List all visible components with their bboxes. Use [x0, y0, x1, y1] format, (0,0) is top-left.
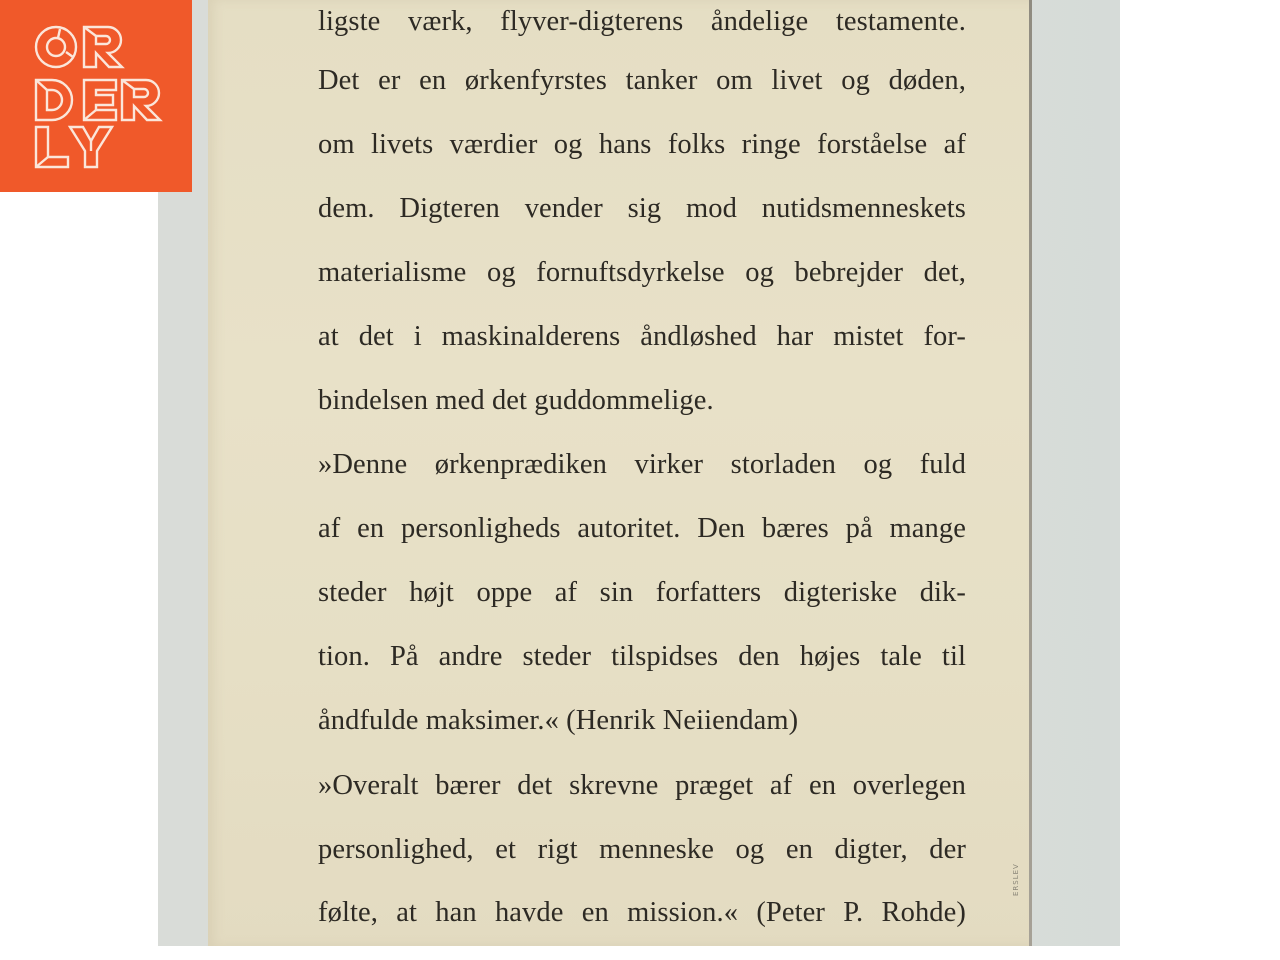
text-line: dem. Digteren vender sig mod nutidsmenneskets — [318, 193, 966, 224]
text-line: bindelsen med det guddommelige. — [318, 385, 714, 416]
text-line: Det er en ørkenfyrstes tanker om livet og døden, — [318, 65, 966, 96]
orderly-logo — [0, 0, 192, 192]
text-line: personlighed, et rigt menneske og en digter, der — [318, 834, 966, 865]
text-line: at det i maskinalderens åndløshed har mistet for- — [318, 321, 966, 352]
text-line: »Overalt bærer det skrevne præget af en overlegen — [318, 770, 966, 801]
text-line: steder højt oppe af sin forfatters digteriske dik- — [318, 577, 966, 608]
text-line: ligste værk, flyver-digterens åndelige testamente. — [318, 6, 966, 37]
text-line: af en personligheds autoritet. Den bæres på mange — [318, 513, 966, 544]
text-line: tion. På andre steder tilspidses den højes tale til — [318, 641, 966, 672]
text-line: åndfulde maksimer.« (Henrik Neiiendam) — [318, 705, 799, 736]
text-line: »Denne ørkenprædiken virker storladen og fuld — [318, 449, 966, 480]
printer-imprint: ERSLEV — [1012, 863, 1020, 896]
text-line: materialisme og fornuftsdyrkelse og bebrejder det, — [318, 257, 966, 288]
orderly-logo-icon — [0, 0, 192, 192]
text-line: følte, at han havde en mission.« (Peter P. Rohde) — [318, 897, 966, 928]
text-line: om livets værdier og hans folks ringe forståelse af — [318, 129, 966, 160]
